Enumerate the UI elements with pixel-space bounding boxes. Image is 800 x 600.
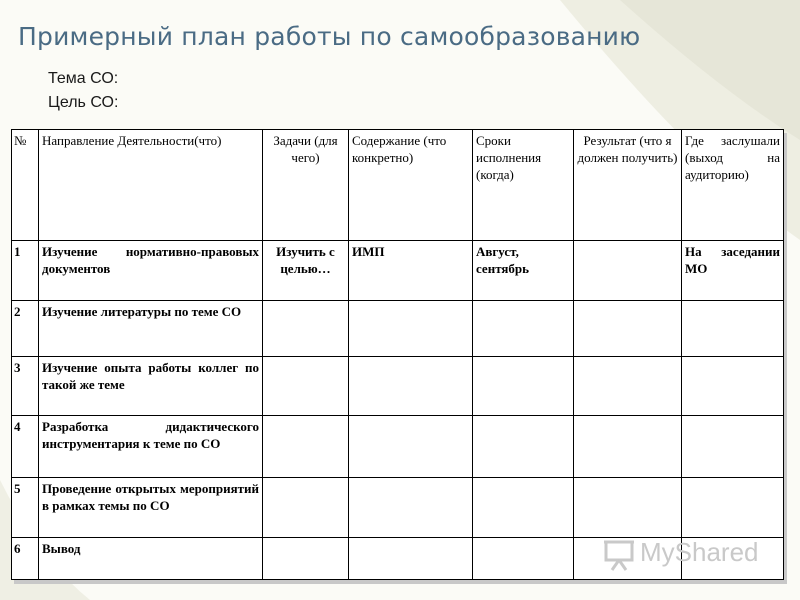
row-tasks	[263, 301, 349, 357]
row-where-heard	[682, 478, 784, 538]
table-row	[12, 241, 784, 301]
goal-label: Цель СО:	[48, 94, 119, 111]
row-direction: Изучение нормативно-правовых документов	[39, 241, 263, 301]
row-content	[349, 478, 473, 538]
row-number: 1	[12, 241, 39, 301]
row-deadlines	[473, 357, 574, 416]
row-number: 4	[12, 416, 39, 478]
table-row	[12, 416, 784, 478]
table-header-row	[12, 130, 784, 241]
table-row	[12, 301, 784, 357]
row-number: 3	[12, 357, 39, 416]
header-result: Результат (что я должен получить)	[574, 130, 682, 241]
header-tasks: Задачи (для чего)	[263, 130, 349, 241]
table-row	[12, 478, 784, 538]
topic-label: Тема СО:	[48, 70, 119, 87]
header-where-heard: Где заслушали (выход на аудиторию)	[682, 130, 784, 241]
row-deadlines	[473, 478, 574, 538]
row-result	[574, 416, 682, 478]
watermark	[600, 534, 770, 574]
row-where-heard	[682, 357, 784, 416]
row-direction: Проведение открытых мероприятий в рамках темы по СО	[39, 478, 263, 538]
table-row	[12, 357, 784, 416]
row-result	[574, 301, 682, 357]
row-number: 5	[12, 478, 39, 538]
row-deadlines	[473, 301, 574, 357]
row-content	[349, 416, 473, 478]
row-content	[349, 301, 473, 357]
row-tasks	[263, 478, 349, 538]
row-deadlines: Август, сентябрь	[473, 241, 574, 301]
row-tasks	[263, 416, 349, 478]
row-where-heard	[682, 416, 784, 478]
row-deadlines	[473, 416, 574, 478]
row-content	[349, 538, 473, 580]
row-result	[574, 478, 682, 538]
row-direction: Изучение литературы по теме СО	[39, 301, 263, 357]
row-direction: Изучение опыта работы коллег по такой же теме	[39, 357, 263, 416]
presentation-icon	[602, 536, 638, 572]
row-number: 6	[12, 538, 39, 580]
row-content	[349, 357, 473, 416]
row-content: ИМП	[349, 241, 473, 301]
row-tasks	[263, 538, 349, 580]
row-where-heard: На заседании МО	[682, 241, 784, 301]
row-number: 2	[12, 301, 39, 357]
plan-table	[11, 129, 784, 580]
row-direction: Разработка дидактического инструментария к теме по СО	[39, 416, 263, 478]
row-tasks: Изучить с целью…	[263, 241, 349, 301]
row-deadlines	[473, 538, 574, 580]
header-direction: Направление Деятельности(что)	[39, 130, 263, 241]
row-tasks	[263, 357, 349, 416]
header-deadlines: Сроки исполнения (когда)	[473, 130, 574, 241]
row-where-heard	[682, 301, 784, 357]
header-content: Содержание (что конкретно)	[349, 130, 473, 241]
row-result	[574, 357, 682, 416]
row-result	[574, 241, 682, 301]
header-number: №	[12, 130, 39, 241]
slide-title: Примерный план работы по самообразованию	[18, 22, 641, 51]
watermark-text: MyShared	[640, 537, 759, 567]
row-direction: Вывод	[39, 538, 263, 580]
